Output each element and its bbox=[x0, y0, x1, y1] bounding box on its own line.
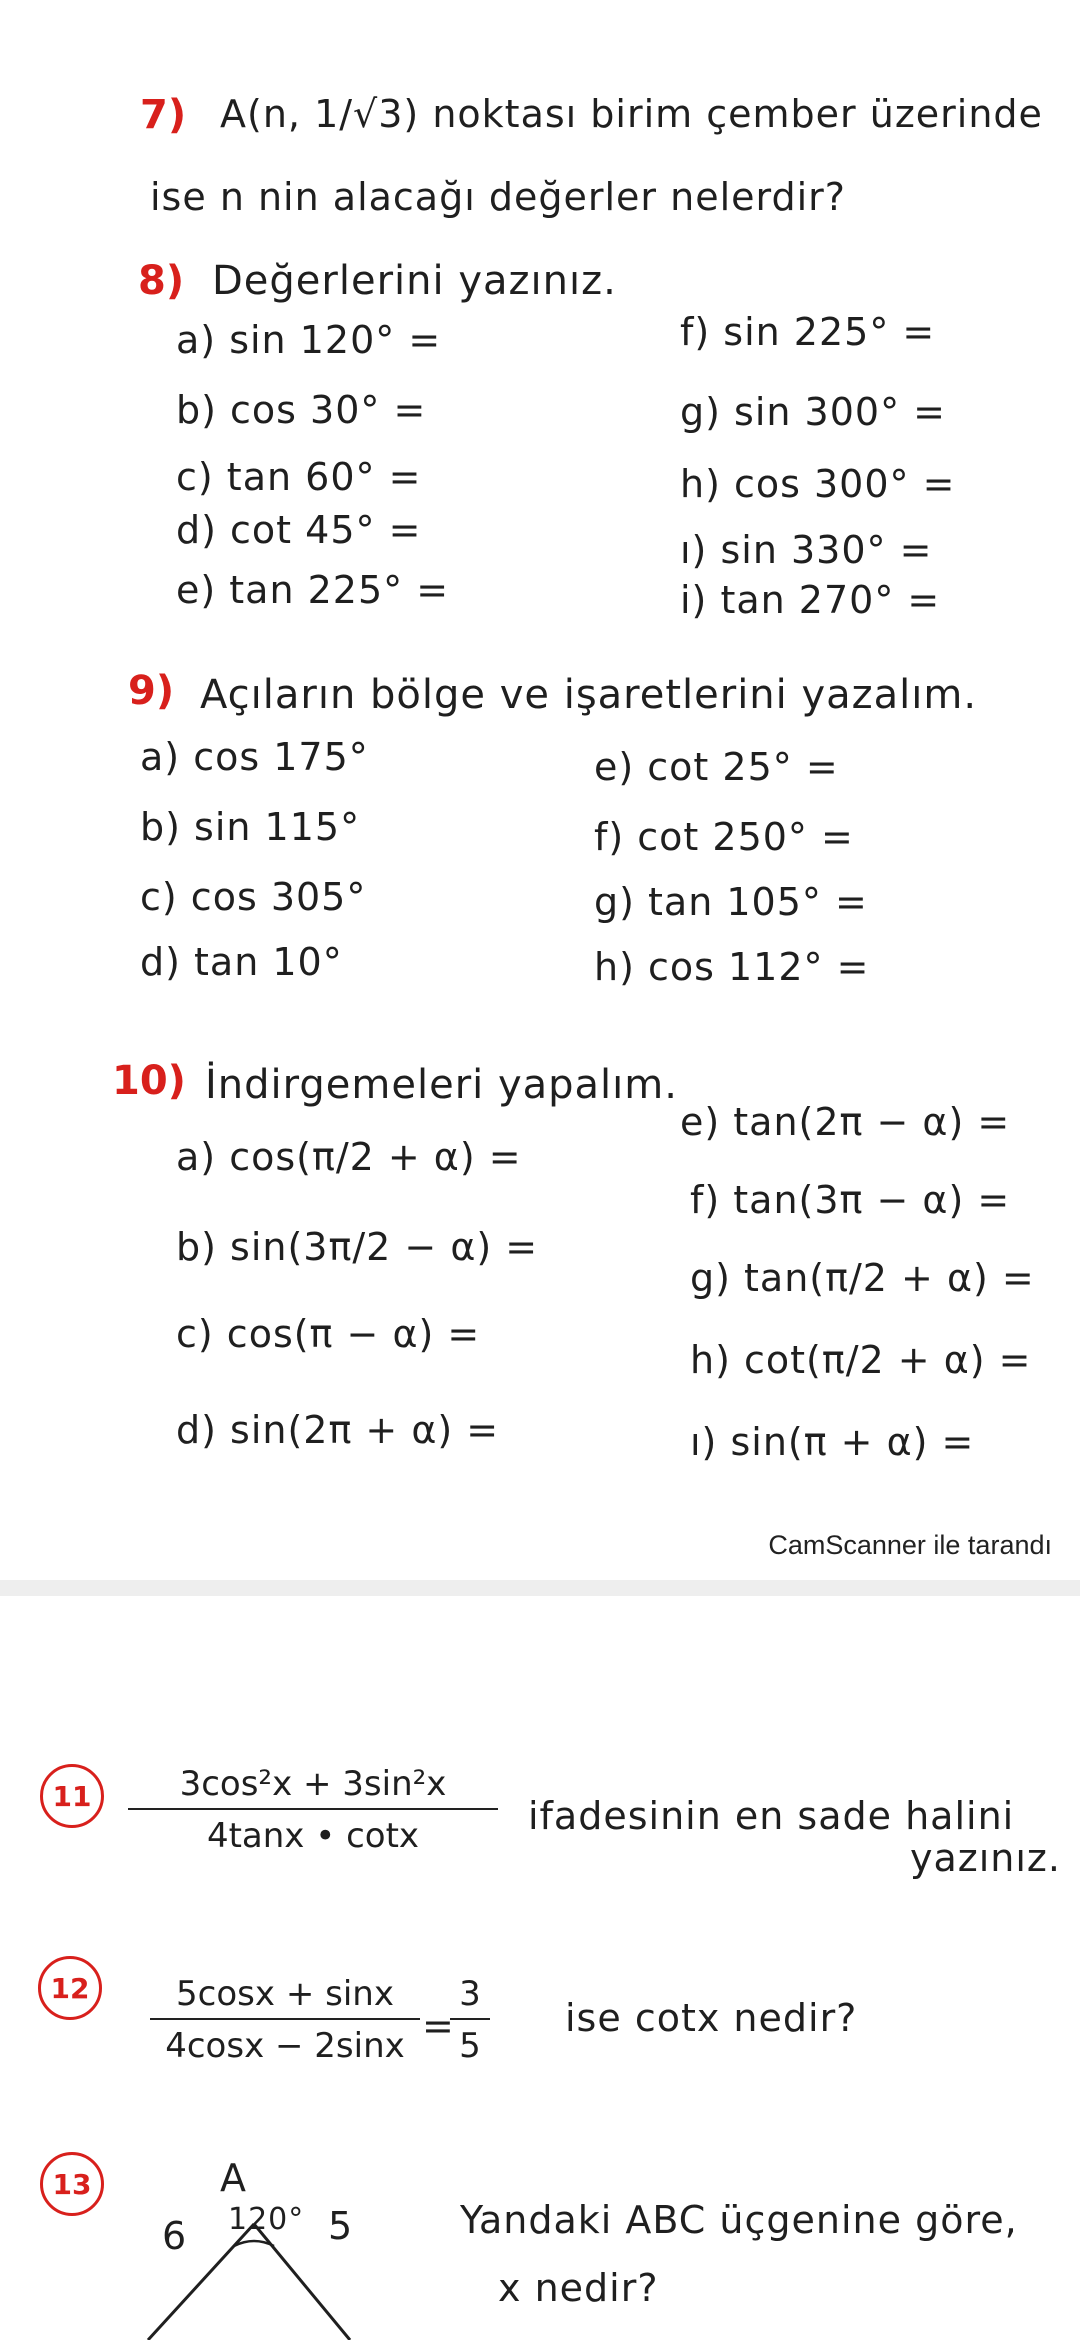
q8-item-g: g) sin 300° = bbox=[680, 390, 946, 434]
q10-item-i-dotless: ı) sin(π + α) = bbox=[690, 1420, 975, 1464]
question-12-fraction bbox=[150, 1974, 420, 2066]
q8-item-c: c) tan 60° = bbox=[176, 455, 422, 499]
vertex-a-label: A bbox=[220, 2156, 247, 2200]
q8-item-a: a) sin 120° = bbox=[176, 318, 442, 362]
scanned-page-2 bbox=[0, 1596, 1080, 2340]
question-11-text1: ifadesinin en sade halini bbox=[528, 1794, 1015, 1838]
question-9-title: Açıların bölge ve işaretlerini yazalım. bbox=[200, 672, 978, 718]
angle-label: 120° bbox=[228, 2202, 305, 2237]
q9-item-g: g) tan 105° = bbox=[594, 880, 868, 924]
q8-item-b: b) cos 30° = bbox=[176, 388, 427, 432]
side-left-label: 6 bbox=[162, 2214, 188, 2258]
scanner-watermark: CamScanner ile tarandı bbox=[768, 1530, 1052, 1560]
page-separator bbox=[0, 1580, 1080, 1596]
question-12-text: ise cotx nedir? bbox=[565, 1996, 858, 2040]
q10-item-b: b) sin(3π/2 − α) = bbox=[176, 1225, 539, 1269]
question-7-line2: ise n nin alacağı değerler nelerdir? bbox=[150, 175, 846, 219]
q9-item-f: f) cot 250° = bbox=[594, 815, 854, 859]
question-9-number: 9) bbox=[128, 668, 175, 714]
q8-item-h: h) cos 300° = bbox=[680, 462, 956, 506]
q10-item-h: h) cot(π/2 + α) = bbox=[690, 1338, 1032, 1382]
q10-item-g: g) tan(π/2 + α) = bbox=[690, 1256, 1035, 1300]
q9-item-h: h) cos 112° = bbox=[594, 945, 870, 989]
question-13-text2: x nedir? bbox=[498, 2266, 659, 2310]
question-13-badge: 13 bbox=[40, 2152, 104, 2216]
q12-numerator: 5cosx + sinx bbox=[176, 1974, 394, 2014]
q12-rhs-numerator: 3 bbox=[459, 1974, 481, 2014]
question-8-number: 8) bbox=[138, 258, 185, 304]
q8-item-i: i) tan 270° = bbox=[680, 578, 941, 622]
q12-denominator: 4cosx − 2sinx bbox=[150, 2018, 420, 2066]
question-8-title: Değerlerini yazınız. bbox=[212, 258, 617, 304]
q12-rhs-fraction bbox=[450, 1974, 490, 2066]
question-11-fraction bbox=[128, 1764, 498, 1856]
side-right-label: 5 bbox=[328, 2204, 354, 2248]
q12-equals: = bbox=[422, 2004, 455, 2048]
question-11-badge: 11 bbox=[40, 1764, 104, 1828]
q10-item-e: e) tan(2π − α) = bbox=[680, 1100, 1011, 1144]
q8-item-d: d) cot 45° = bbox=[176, 508, 422, 552]
q10-item-a: a) cos(π/2 + α) = bbox=[176, 1135, 522, 1179]
question-7-number: 7) bbox=[140, 92, 187, 138]
question-13-text1: Yandaki ABC üçgenine göre, bbox=[460, 2198, 1018, 2242]
q8-item-i-dotless: ı) sin 330° = bbox=[680, 528, 933, 572]
q9-item-a: a) cos 175° bbox=[140, 735, 369, 779]
q10-item-f: f) tan(3π − α) = bbox=[690, 1178, 1011, 1222]
q11-numerator: 3cos²x + 3sin²x bbox=[179, 1764, 447, 1804]
q9-item-d: d) tan 10° bbox=[140, 940, 343, 984]
q8-item-e: e) tan 225° = bbox=[176, 568, 450, 612]
question-11-text2: yazınız. bbox=[910, 1836, 1061, 1880]
q8-item-f: f) sin 225° = bbox=[680, 310, 936, 354]
q10-item-c: c) cos(π − α) = bbox=[176, 1312, 481, 1356]
q9-item-e: e) cot 25° = bbox=[594, 745, 839, 789]
q12-rhs-denominator: 5 bbox=[450, 2018, 490, 2066]
q11-denominator: 4tanx • cotx bbox=[128, 1808, 498, 1856]
q9-item-b: b) sin 115° bbox=[140, 805, 361, 849]
question-10-number: 10) bbox=[112, 1058, 186, 1104]
q10-item-d: d) sin(2π + α) = bbox=[176, 1408, 500, 1452]
question-10-title: İndirgemeleri yapalım. bbox=[205, 1062, 678, 1108]
q9-item-c: c) cos 305° bbox=[140, 875, 367, 919]
question-12-badge: 12 bbox=[38, 1956, 102, 2020]
question-7-line1: A(n, 1/√3) noktası birim çember üzerinde bbox=[220, 92, 1043, 136]
